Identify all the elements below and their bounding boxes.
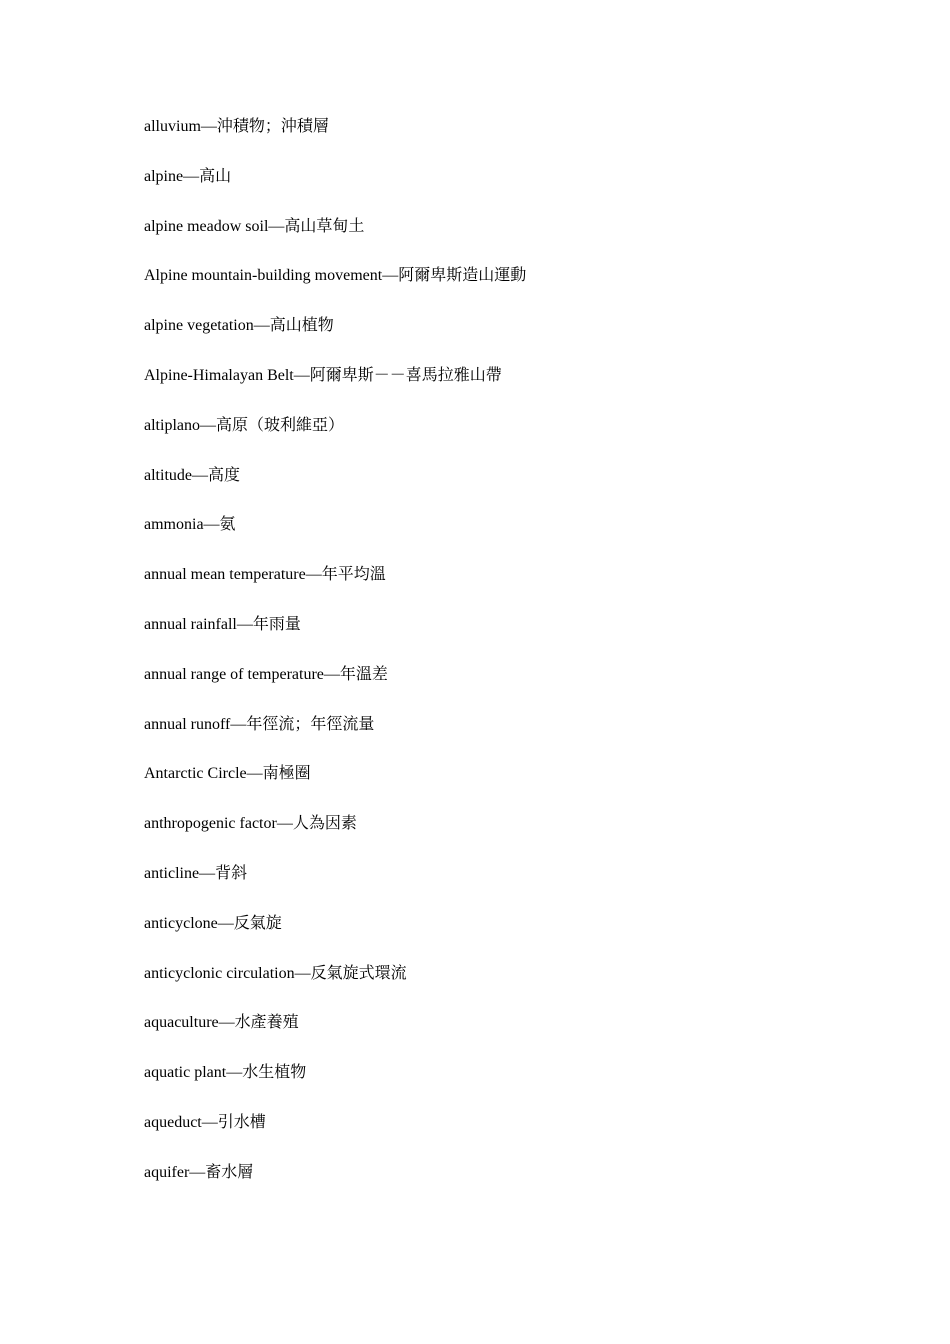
glossary-entry: alpine meadow soil—高山草甸土 bbox=[144, 217, 365, 235]
glossary-entry: altitude—高度 bbox=[144, 466, 240, 484]
glossary-entry: Alpine-Himalayan Belt—阿爾卑斯－－喜馬拉雅山帶 bbox=[144, 366, 502, 384]
glossary-list bbox=[144, 116, 526, 1212]
glossary-entry: annual mean temperature—年平均溫 bbox=[144, 566, 386, 584]
glossary-entry: aqueduct—引水槽 bbox=[144, 1113, 266, 1131]
glossary-entry: annual runoff—年徑流；年徑流量 bbox=[144, 715, 375, 733]
glossary-entry: ammonia—氨 bbox=[144, 516, 236, 534]
glossary-entry: aquatic plant—水生植物 bbox=[144, 1064, 307, 1082]
glossary-entry: alluvium—沖積物；沖積層 bbox=[144, 118, 329, 135]
glossary-entry: anticyclonic circulation—反氣旋式環流 bbox=[144, 964, 407, 982]
glossary-entry: aquifer—畜水層 bbox=[144, 1163, 254, 1181]
glossary-entry: anticline—背斜 bbox=[144, 864, 248, 882]
glossary-entry: alpine vegetation—高山植物 bbox=[144, 317, 334, 335]
glossary-entry: annual rainfall—年雨量 bbox=[144, 615, 301, 633]
glossary-entry: anticyclone—反氣旋 bbox=[144, 914, 282, 932]
glossary-entry: alpine—高山 bbox=[144, 167, 232, 185]
glossary-entry: anthropogenic factor—人為因素 bbox=[144, 815, 357, 833]
glossary-entry: aquaculture—水產養殖 bbox=[144, 1014, 299, 1032]
glossary-entry: Alpine mountain-building movement—阿爾卑斯造山運動 bbox=[144, 267, 527, 285]
glossary-entry: annual range of temperature—年溫差 bbox=[144, 665, 388, 683]
glossary-entry: Antarctic Circle—南極圈 bbox=[144, 765, 311, 783]
glossary-entry: altiplano—高原（玻利維亞） bbox=[144, 416, 344, 434]
